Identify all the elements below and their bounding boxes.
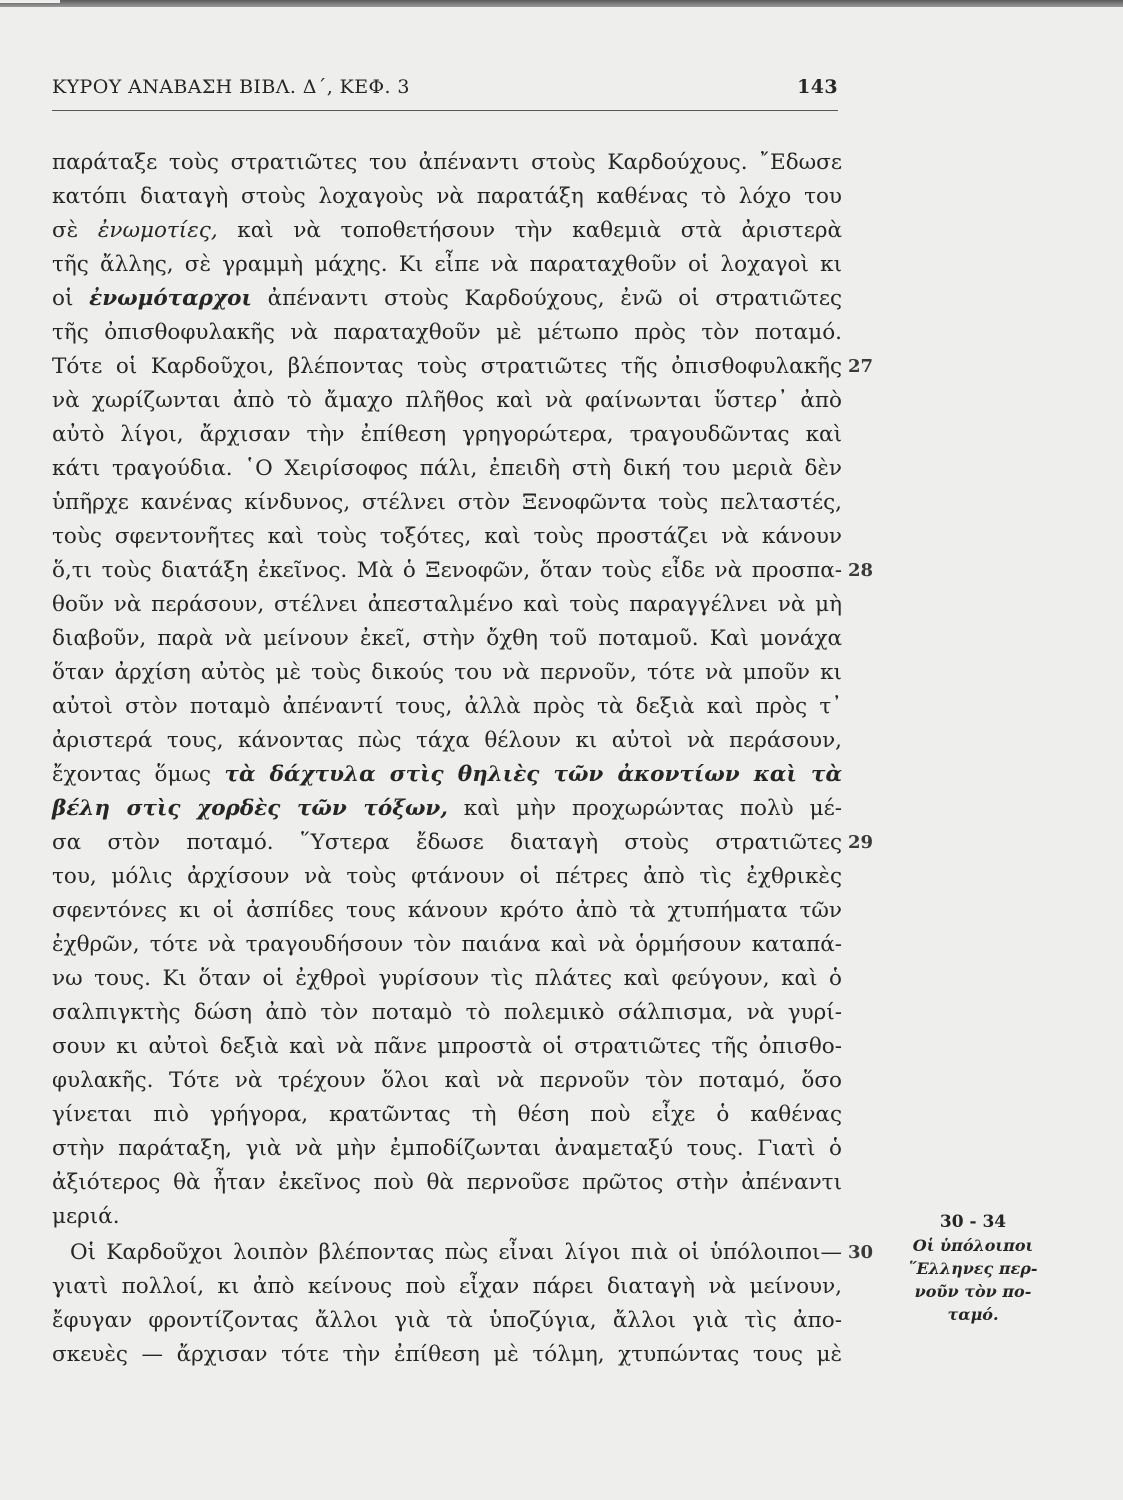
text-line: ἀριστερά τους, κάνοντας πὼς τάχα θέλουν κι αὐτοὶ νὰ περάσουν, xyxy=(52,728,842,753)
text-line: ἀξιότερος θὰ ἦταν ἐκεῖνος ποὺ θὰ περνοῦσε πρῶτος στὴν ἀπέναντι xyxy=(52,1170,842,1195)
text-line: ὑπῆρχε κανένας κίνδυνος, στέλνει στὸν Ξενοφῶντα τοὺς πελταστές, xyxy=(52,490,842,515)
text-line: παράταξε τοὺς στρατιῶτες του ἀπέναντι στοὺς Καρδούχους. ῎Εδωσε xyxy=(52,150,842,175)
text-line: στὴν παράταξη, γιὰ νὰ μὴν ἐμποδίζωνται ἀναμεταξύ τους. Γιατὶ ὁ xyxy=(52,1136,842,1161)
text-line: τῆς ἄλλης, σὲ γραμμὴ μάχης. Κι εἶπε νὰ παραταχθοῦν οἱ λοχαγοὶ κι xyxy=(52,252,842,277)
text-line: ἔφυγαν φροντίζοντας ἄλλοι γιὰ τὰ ὑποζύγια, ἄλλοι γιὰ τὶς ἀπο- xyxy=(52,1308,842,1333)
marginal-note-line: ταμό. xyxy=(947,1305,999,1324)
marginal-note-line: Οἱ ὑπόλοιποι xyxy=(912,1236,1034,1255)
text-line: διαβοῦν, παρὰ νὰ μείνουν ἐκεῖ, στὴν ὄχθη τοῦ ποταμοῦ. Καὶ μονάχα xyxy=(52,626,842,651)
text-segment: ἔχοντας ὅμως xyxy=(52,762,225,787)
text-line: τοὺς σφεντονῆτες καὶ τοὺς τοξότες, καὶ τοὺς προστάζει νὰ κάνουν xyxy=(52,524,842,549)
text-line: ὅταν ἀρχίση αὐτὸς μὲ τοὺς δικούς του νὰ περνοῦν, τότε νὰ μποῦν κι xyxy=(52,660,842,685)
section-number: 29 xyxy=(848,832,874,853)
page-number: 143 xyxy=(797,76,838,98)
section-number: 28 xyxy=(848,560,874,581)
text-line: γίνεται πιὸ γρήγορα, κρατῶντας τὴ θέση ποὺ εἶχε ὁ καθένας xyxy=(52,1102,842,1127)
text-line: νω τους. Κι ὅταν οἱ ἐχθροὶ γυρίσουν τὶς πλάτες καὶ φεύγουν, καὶ ὁ xyxy=(52,966,842,991)
text-line: αὐτοὶ στὸν ποταμὸ ἀπέναντί τους, ἀλλὰ πρὸς τὰ δεξιὰ καὶ πρὸς τ᾽ xyxy=(52,694,842,719)
text-segment: σὲ xyxy=(52,218,98,243)
text-segment: ἀπέναντι στοὺς Καρδούχους, ἐνῶ οἱ στρατιῶτες xyxy=(251,286,842,311)
text-line: ὅ,τι τοὺς διατάξη ἐκεῖνος. Μὰ ὁ Ξενοφῶν, ὅταν τοὺς εἶδε νὰ προσπα- xyxy=(52,558,842,583)
text-line: σουν κι αὐτοὶ δεξιὰ καὶ νὰ πᾶνε μπροστὰ οἱ στρατιῶτες τῆς ὀπισθο- xyxy=(52,1034,842,1059)
running-title: ΚΥΡΟΥ ΑΝΑΒΑΣΗ ΒΙΒΛ. Δ΄, ΚΕΦ. 3 xyxy=(52,76,410,98)
text-line: σα στὸν ποταμό. ῞Υστερα ἔδωσε διαταγὴ στοὺς στρατιῶτες xyxy=(52,830,842,855)
text-line: φυλακῆς. Τότε νὰ τρέχουν ὅλοι καὶ νὰ περνοῦν τὸν ποταμό, ὅσο xyxy=(52,1068,842,1093)
text-line xyxy=(52,758,842,792)
text-line: μεριά. xyxy=(52,1204,120,1229)
text-line: γιατὶ πολλοί, κι ἀπὸ κείνους ποὺ εἶχαν πάρει διαταγὴ νὰ μείνουν, xyxy=(52,1274,842,1299)
text-line: κάτι τραγούδια. ῾Ο Χειρίσοφος πάλι, ἐπειδὴ στὴ δική του μεριὰ δὲν xyxy=(52,456,842,481)
emphasis-phrase: τὰ δάχτυλα στὶς θηλιὲς τῶν ἀκοντίων καὶ τὰ xyxy=(224,762,843,787)
text-line: νὰ χωρίζωνται ἀπὸ τὸ ἄμαχο πλῆθος καὶ νὰ φαίνωνται ὕστερ᾽ ἀπὸ xyxy=(52,388,842,413)
text-segment: καὶ μὴν προχωρώντας πολὺ μέ- xyxy=(447,796,842,821)
section-number: 30 xyxy=(848,1242,874,1263)
text-line: Οἱ Καρδοῦχοι λοιπὸν βλέποντας πὼς εἶναι λίγοι πιὰ οἱ ὑπόλοιποι— xyxy=(70,1240,842,1265)
text-line: τῆς ὀπισθοφυλακῆς νὰ παραταχθοῦν μὲ μέτωπο πρὸς τὸν ποταμό. xyxy=(52,320,842,345)
text-line xyxy=(52,214,842,248)
text-line xyxy=(52,792,842,826)
text-line xyxy=(52,282,842,316)
section-number: 27 xyxy=(848,356,874,377)
marginal-note-line: ῞Ελληνες περ- xyxy=(908,1259,1038,1278)
emphasis-term: ἐνωμόταρχοι xyxy=(89,286,252,311)
emphasis-term: ἐνωμοτίες, xyxy=(97,218,218,243)
text-line: του, μόλις ἀρχίσουν νὰ τοὺς φτάνουν οἱ πέτρες ἀπὸ τὶς ἐχθρικὲς xyxy=(52,864,842,889)
text-line: σκευὲς — ἄρχισαν τότε τὴν ἐπίθεση μὲ τόλμη, χτυπώντας τους μὲ xyxy=(52,1342,842,1367)
text-line: ἐχθρῶν, τότε νὰ τραγουδήσουν τὸν παιάνα καὶ νὰ ὁρμήσουν καταπά- xyxy=(52,932,842,957)
text-line: κατόπι διαταγὴ στοὺς λοχαγοὺς νὰ παρατάξη καθένας τὸ λόχο του xyxy=(52,184,842,209)
text-segment: οἱ xyxy=(52,286,90,311)
text-line: σαλπιγκτὴς δώση ἀπὸ τὸν ποταμὸ τὸ πολεμικὸ σάλπισμα, νὰ γυρί- xyxy=(52,1000,842,1025)
page-top-edge xyxy=(0,0,1123,7)
running-header xyxy=(52,76,838,111)
marginal-note xyxy=(898,1212,1048,1326)
page-top-edge-gap xyxy=(0,0,60,3)
text-line: Τότε οἱ Καρδοῦχοι, βλέποντας τοὺς στρατιῶτες τῆς ὀπισθοφυλακῆς xyxy=(52,354,842,379)
text-line: αὐτὸ λίγοι, ἄρχισαν τὴν ἐπίθεση γρηγορώτερα, τραγουδῶντας καὶ xyxy=(52,422,842,447)
text-line: θοῦν νὰ περάσουν, στέλνει ἀπεσταλμένο καὶ τοὺς παραγγέλνει νὰ μὴ xyxy=(52,592,842,617)
marginal-note-range: 30 - 34 xyxy=(939,1212,1007,1232)
text-line: σφεντόνες κι οἱ ἀσπίδες τους κάνουν κρότο ἀπὸ τὰ χτυπήματα τῶν xyxy=(52,898,842,923)
text-segment: καὶ νὰ τοποθετήσουν τὴν καθεμιὰ στὰ ἀριστερὰ xyxy=(217,218,842,243)
marginal-note-line: νοῦν τὸν πο- xyxy=(914,1282,1032,1301)
emphasis-phrase: βέλη στὶς χορδὲς τῶν τόξων, xyxy=(52,796,448,821)
